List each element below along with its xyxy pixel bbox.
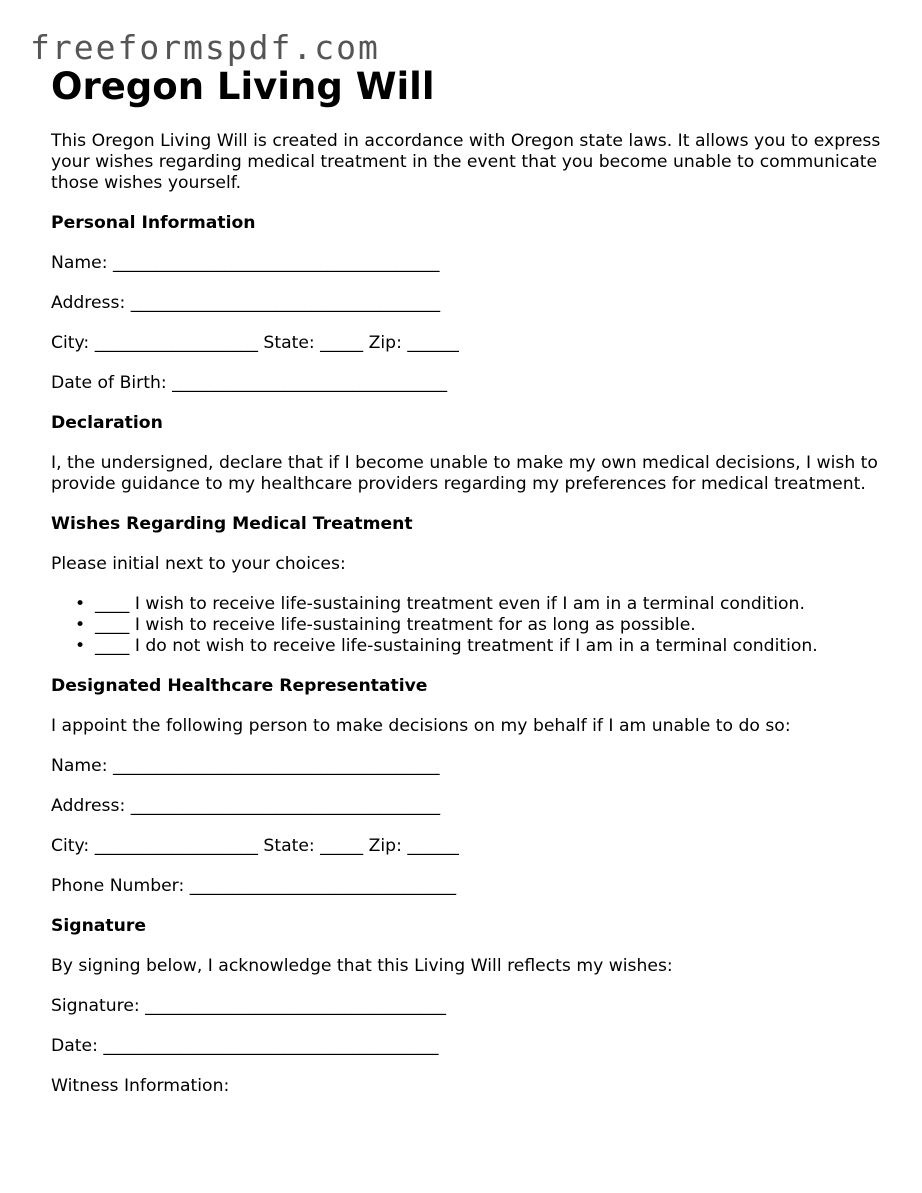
representative-section (51, 676, 881, 897)
treatment-choice-label: ____ I wish to receive life-sustaining treatment even if I am in a terminal condition. (95, 594, 805, 614)
signature-field[interactable]: Signature: ___________________________________ (51, 996, 446, 1016)
signature-prompt: By signing below, I acknowledge that this Living Will reflects my wishes: (51, 956, 673, 976)
personal-information-heading: Personal Information (51, 213, 256, 233)
intro-paragraph: This Oregon Living Will is created in accordance with Oregon state laws. It allows you to express your wishes regarding medical treatment in the event that you become unable to communicate those wishes yourself. (51, 131, 881, 193)
signature-heading: Signature (51, 916, 146, 936)
representative-phone-field[interactable]: Phone Number: _______________________________ (51, 876, 457, 896)
bullet-icon: • (75, 594, 86, 614)
treatment-choice-2[interactable] (75, 615, 881, 636)
name-field[interactable]: Name: ______________________________________ (51, 253, 440, 273)
wishes-section (51, 514, 881, 657)
treatment-choices-list (51, 594, 881, 657)
treatment-choice-1[interactable] (75, 594, 881, 615)
wishes-prompt: Please initial next to your choices: (51, 554, 346, 574)
document-page (51, 64, 881, 1097)
document-title: Oregon Living Will (51, 65, 435, 108)
declaration-section (51, 413, 881, 495)
representative-city-state-zip-field[interactable]: City: ___________________ State: _____ Zip: ______ (51, 836, 459, 856)
bullet-icon: • (75, 636, 86, 656)
declaration-heading: Declaration (51, 413, 163, 433)
representative-name-field[interactable]: Name: ______________________________________ (51, 756, 440, 776)
address-field[interactable]: Address: ____________________________________ (51, 293, 441, 313)
representative-prompt: I appoint the following person to make decisions on my behalf if I am unable to do so: (51, 716, 791, 736)
wishes-heading: Wishes Regarding Medical Treatment (51, 514, 413, 534)
witness-information-label: Witness Information: (51, 1076, 230, 1096)
date-field[interactable]: Date: _______________________________________ (51, 1036, 439, 1056)
watermark: freeformspdf.com (30, 28, 380, 67)
representative-address-field[interactable]: Address: ____________________________________ (51, 796, 441, 816)
treatment-choice-3[interactable] (75, 636, 881, 657)
treatment-choice-label: ____ I wish to receive life-sustaining treatment for as long as possible. (95, 615, 696, 635)
bullet-icon: • (75, 615, 86, 635)
personal-information-section (51, 213, 881, 394)
signature-section (51, 916, 881, 1097)
representative-heading: Designated Healthcare Representative (51, 676, 428, 696)
treatment-choice-label: ____ I do not wish to receive life-sustaining treatment if I am in a terminal condition. (95, 636, 818, 656)
declaration-text: I, the undersigned, declare that if I become unable to make my own medical decisions, I wish to provide guidance to my healthcare providers regarding my preferences for medical treatment. (51, 453, 878, 494)
city-state-zip-field[interactable]: City: ___________________ State: _____ Zip: ______ (51, 333, 459, 353)
date-of-birth-field[interactable]: Date of Birth: ________________________________ (51, 373, 448, 393)
